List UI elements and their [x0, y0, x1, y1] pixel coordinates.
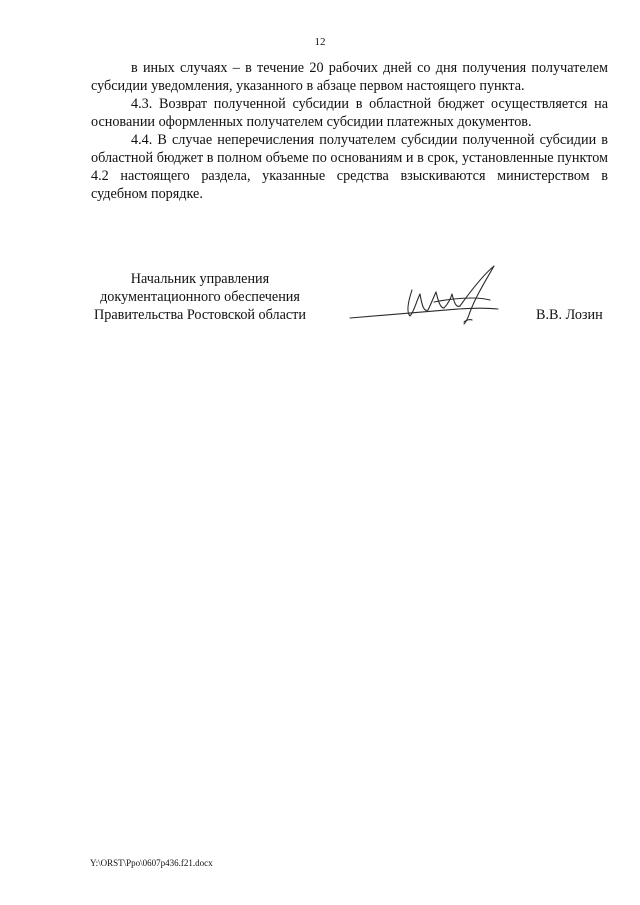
paragraph: 4.3. Возврат полученной субсидии в областной бюджет осуществляется на основании оформленных получателем субсидии платежных документов.	[91, 96, 608, 130]
signer-name: В.В. Лозин	[536, 307, 603, 323]
signature-block	[80, 262, 620, 362]
page-number: 12	[314, 36, 326, 48]
signer-position-line: Начальник управления	[130, 271, 270, 287]
signer-position-line: Правительства Ростовской области	[94, 307, 306, 323]
paragraph: в иных случаях – в течение 20 рабочих дней со дня получения получателем субсидии уведомления, указанного в абзаце первом настоящего пункта.	[91, 60, 608, 94]
handwritten-signature	[348, 262, 508, 330]
signer-position	[80, 270, 320, 324]
signer-position-line: документационного обеспечения	[100, 289, 300, 305]
document-body	[91, 59, 608, 203]
file-path-footer: Y:\ORST\Ppo\0607p436.f21.docx	[90, 858, 213, 868]
paragraph: 4.4. В случае неперечисления получателем субсидии полученной субсидии в областной бюджет в полном объеме по основаниям и в срок, установленные пунктом 4.2 настоящего раздела, указанные средства взыскиваются министерством в судебном порядке.	[91, 132, 608, 202]
